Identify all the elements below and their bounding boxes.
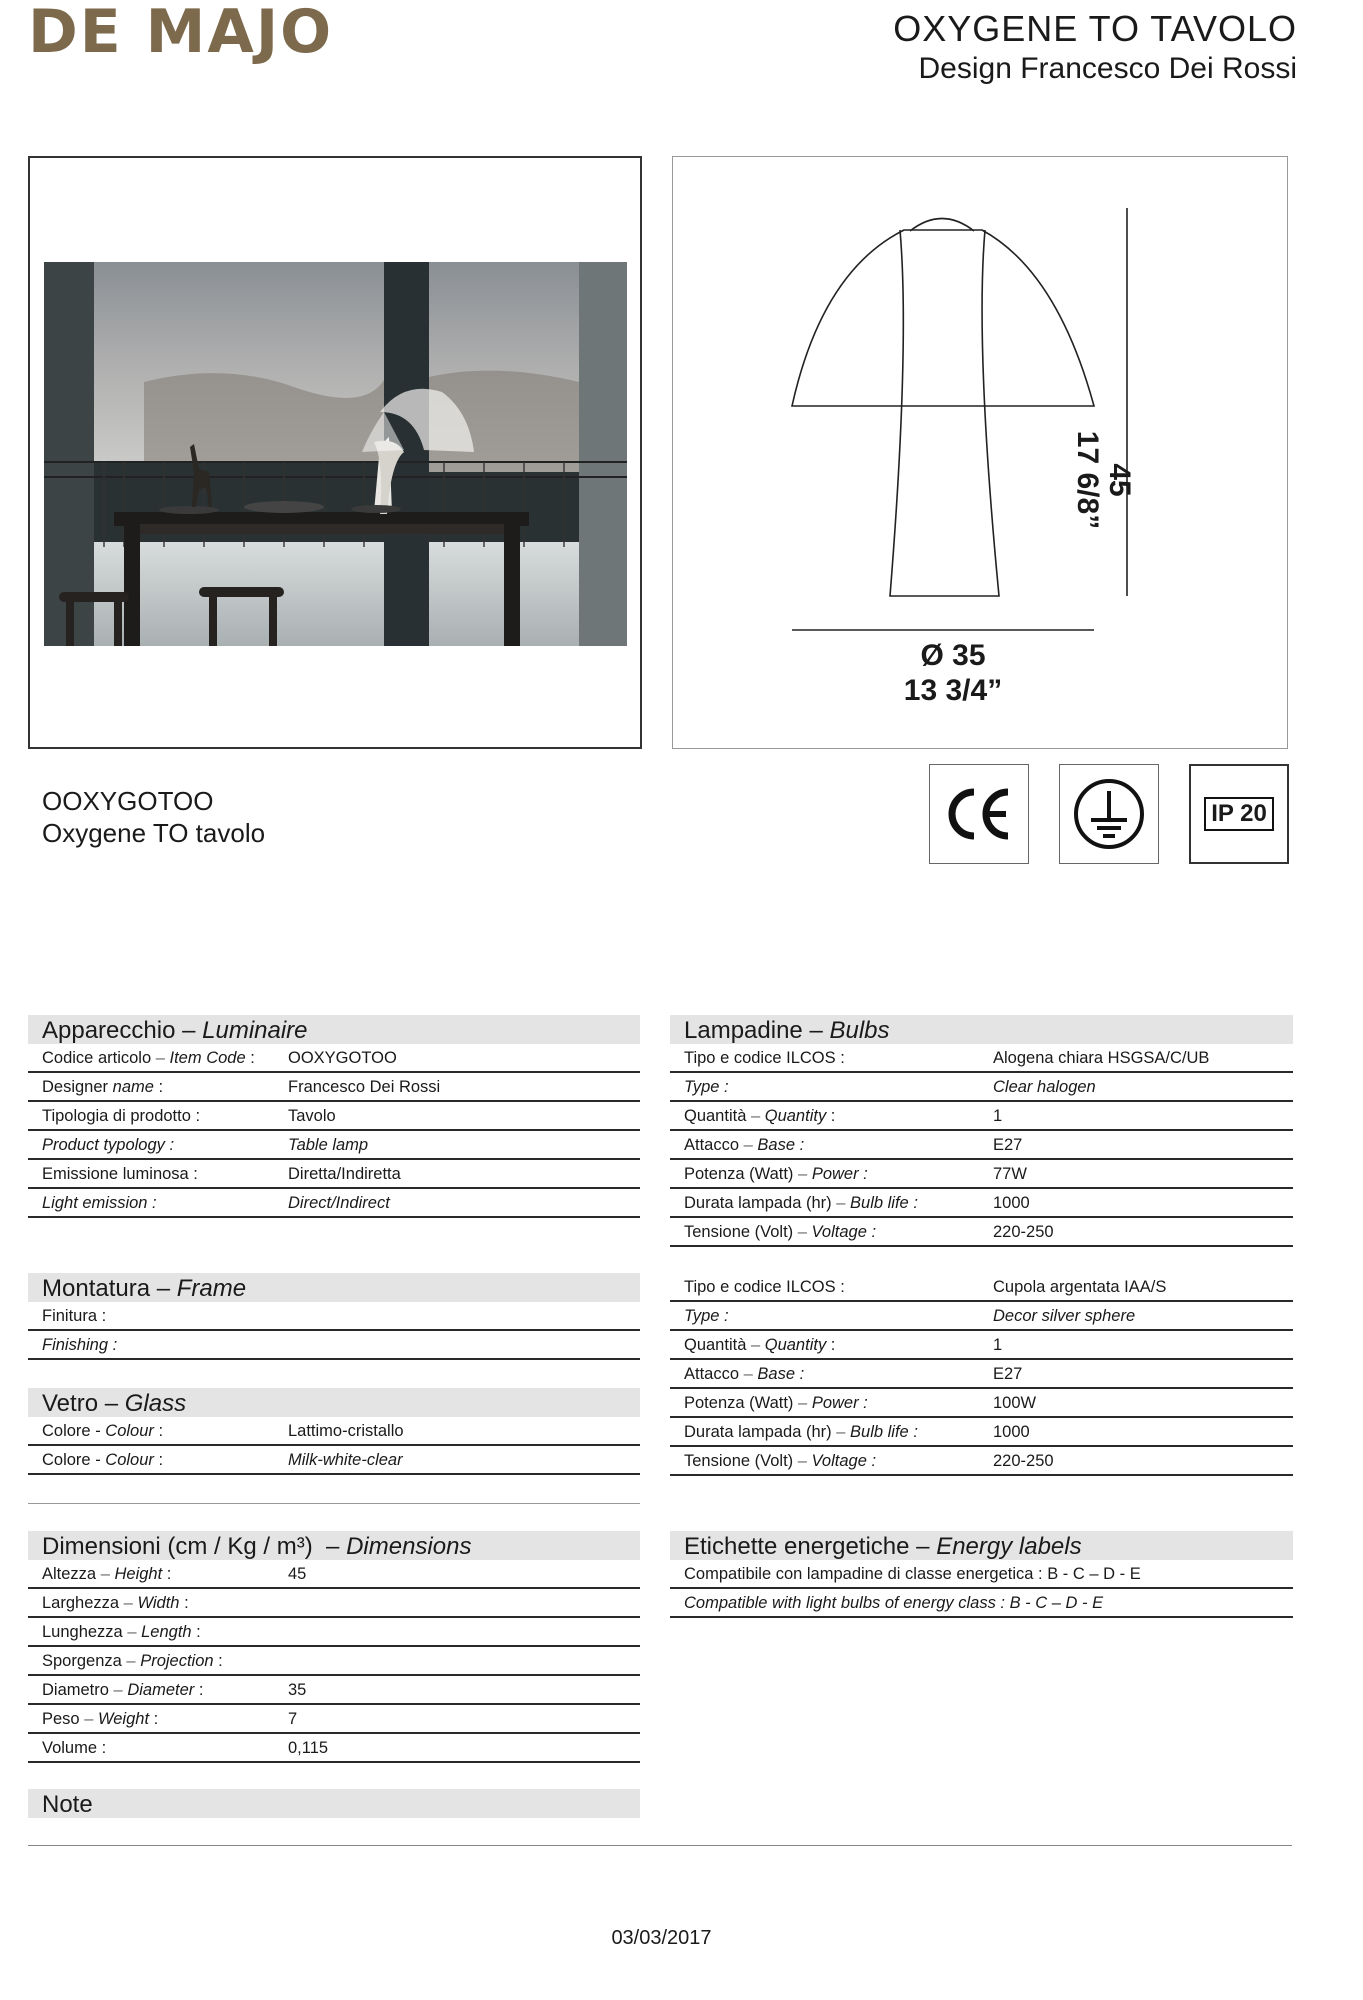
spec-key: Colore - Colour :	[42, 1451, 164, 1469]
ce-mark-icon	[930, 765, 1028, 863]
spec-row	[28, 1618, 640, 1647]
spec-key: Tipologia di prodotto :	[42, 1107, 201, 1125]
spec-value: 1000	[993, 1194, 1030, 1212]
brand-logo: DE MAJO	[28, 0, 334, 67]
page-title: OXYGENE TO TAVOLO	[893, 8, 1297, 49]
spec-row	[670, 1218, 1293, 1247]
spec-value: Clear halogen	[993, 1078, 1096, 1096]
spec-key: Quantità – Quantity :	[684, 1336, 836, 1354]
spec-value: E27	[993, 1365, 1023, 1383]
spec-key: Compatible with light bulbs of energy class : B - C – D - E	[684, 1594, 1104, 1612]
spec-key: Potenza (Watt) – Power :	[684, 1165, 868, 1183]
spec-row	[670, 1447, 1293, 1476]
spec-key: Codice articolo – Item Code :	[42, 1049, 255, 1067]
spec-value: 1	[993, 1107, 1003, 1125]
spec-value: Lattimo-cristallo	[288, 1422, 404, 1440]
spec-row	[670, 1102, 1293, 1131]
height-cm: 45	[1103, 463, 1136, 497]
spec-key: Tipo e codice ILCOS :	[684, 1049, 845, 1067]
bulbs-section-2	[670, 1273, 1293, 1476]
lamp-cap	[910, 219, 974, 232]
spec-row	[28, 1131, 640, 1160]
spec-key: Tensione (Volt) – Voltage :	[684, 1223, 877, 1241]
spec-value: 220-250	[993, 1452, 1054, 1470]
spec-value: Tavolo	[288, 1107, 336, 1125]
spec-value: 220-250	[993, 1223, 1054, 1241]
spec-value: Diretta/Indiretta	[288, 1165, 401, 1183]
ip-rating-badge	[1189, 764, 1289, 864]
spec-row	[28, 1647, 640, 1676]
document-date: 03/03/2017	[611, 1927, 712, 1949]
note-divider	[28, 1845, 1292, 1846]
glass-section	[28, 1388, 640, 1504]
height-in: 17 6/8”	[1071, 430, 1104, 530]
spec-value: E27	[993, 1136, 1023, 1154]
spec-value: OOXYGOTOO	[288, 1049, 397, 1067]
spec-key: Tipo e codice ILCOS :	[684, 1278, 845, 1296]
spec-key: Larghezza – Width :	[42, 1594, 189, 1612]
energy-section	[670, 1531, 1293, 1618]
ip-rating-label: IP 20	[1204, 797, 1274, 831]
spec-key: Durata lampada (hr) – Bulb life :	[684, 1423, 918, 1441]
ce-mark-badge	[929, 764, 1029, 864]
spec-key: Product typology :	[42, 1136, 175, 1154]
spec-value: Direct/Indirect	[288, 1194, 390, 1212]
spec-key: Compatibile con lampadine di classe energetica : B - C – D - E	[684, 1565, 1141, 1583]
page-subtitle: Design Francesco Dei Rossi	[918, 52, 1297, 85]
spec-key: Finitura :	[42, 1307, 107, 1325]
frame-section	[28, 1273, 640, 1360]
spec-row	[670, 1302, 1293, 1331]
spec-value: 77W	[993, 1165, 1027, 1183]
spec-row	[28, 1589, 640, 1618]
spec-row	[28, 1417, 640, 1446]
lamp-body	[890, 230, 999, 596]
spec-row	[670, 1273, 1293, 1302]
diameter-cm: Ø 35	[920, 639, 986, 672]
spec-value: Francesco Dei Rossi	[288, 1078, 441, 1096]
spec-key: Emissione luminosa :	[42, 1165, 198, 1183]
spec-row	[670, 1131, 1293, 1160]
spec-row	[670, 1560, 1293, 1589]
spec-key: Volume :	[42, 1739, 107, 1757]
spec-value: 35	[288, 1681, 307, 1699]
spec-value: Milk-white-clear	[288, 1451, 403, 1469]
product-photo	[44, 262, 627, 646]
spec-value: 1	[993, 1336, 1003, 1354]
note-section	[28, 1789, 640, 1818]
product-name: Oxygene TO tavolo	[42, 818, 266, 848]
spec-key: Type :	[684, 1307, 729, 1325]
spec-row	[670, 1389, 1293, 1418]
diameter-in: 13 3/4”	[903, 674, 1003, 707]
spec-key: Peso – Weight :	[42, 1710, 159, 1728]
spec-key: Finishing :	[42, 1336, 118, 1354]
diameter-label	[873, 638, 1033, 708]
spec-key: Attacco – Base :	[684, 1136, 805, 1154]
spec-row	[28, 1331, 640, 1360]
spec-row	[28, 1446, 640, 1475]
spec-value: 7	[288, 1710, 298, 1728]
dimensions-section	[28, 1531, 640, 1763]
spec-key: Designer name :	[42, 1078, 164, 1096]
ground-symbol-badge	[1059, 764, 1159, 864]
product-code: OOXYGOTOO	[42, 786, 214, 816]
spec-row	[670, 1331, 1293, 1360]
spec-row	[28, 1676, 640, 1705]
spec-key: Sporgenza – Projection :	[42, 1652, 223, 1670]
spec-value: 1000	[993, 1423, 1030, 1441]
energy-header: Etichette energetiche – Energy labels	[670, 1531, 1293, 1560]
spec-row	[28, 1073, 640, 1102]
spec-row	[670, 1360, 1293, 1389]
spec-key: Diametro – Diameter :	[42, 1681, 204, 1699]
spec-row	[28, 1734, 640, 1763]
spec-row	[28, 1302, 640, 1331]
spec-row	[670, 1189, 1293, 1218]
spec-key: Potenza (Watt) – Power :	[684, 1394, 868, 1412]
spec-value: Cupola argentata IAA/S	[993, 1278, 1167, 1296]
spec-value: Alogena chiara HSGSA/C/UB	[993, 1049, 1210, 1067]
spec-value: 45	[288, 1565, 307, 1583]
spec-key: Lunghezza – Length :	[42, 1623, 201, 1641]
bulbs-header: Lampadine – Bulbs	[670, 1015, 1293, 1044]
spec-value: 0,115	[288, 1739, 329, 1757]
dimensions-header: Dimensioni (cm / Kg / m³) – Dimensions	[28, 1531, 640, 1560]
spec-key: Attacco – Base :	[684, 1365, 805, 1383]
bulbs-section	[670, 1015, 1293, 1247]
luminaire-header: Apparecchio – Luminaire	[28, 1015, 640, 1044]
spec-row	[28, 1560, 640, 1589]
ground-icon	[1060, 765, 1158, 863]
spec-row	[670, 1044, 1293, 1073]
spec-row	[670, 1589, 1293, 1618]
glass-end-divider	[28, 1503, 640, 1504]
spec-row	[28, 1160, 640, 1189]
spec-key: Altezza – Height :	[42, 1565, 172, 1583]
spec-key: Durata lampada (hr) – Bulb life :	[684, 1194, 918, 1212]
note-header: Note	[28, 1789, 640, 1818]
spec-value: Table lamp	[288, 1136, 369, 1154]
spec-value: Decor silver sphere	[993, 1307, 1136, 1325]
spec-row	[28, 1044, 640, 1073]
spec-row	[670, 1418, 1293, 1447]
spec-key: Quantità – Quantity :	[684, 1107, 836, 1125]
glass-header: Vetro – Glass	[28, 1388, 640, 1417]
spec-row	[670, 1073, 1293, 1102]
frame-header: Montatura – Frame	[28, 1273, 640, 1302]
lamp-shade	[792, 230, 1094, 406]
luminaire-section	[28, 1015, 640, 1218]
spec-row	[28, 1102, 640, 1131]
spec-key: Colore - Colour :	[42, 1422, 164, 1440]
height-label	[1071, 400, 1135, 560]
spec-row	[670, 1160, 1293, 1189]
spec-key: Type :	[684, 1078, 729, 1096]
spec-key: Tensione (Volt) – Voltage :	[684, 1452, 877, 1470]
spec-key: Light emission :	[42, 1194, 157, 1212]
spec-value: 100W	[993, 1394, 1037, 1412]
spec-row	[28, 1189, 640, 1218]
spec-row	[28, 1705, 640, 1734]
